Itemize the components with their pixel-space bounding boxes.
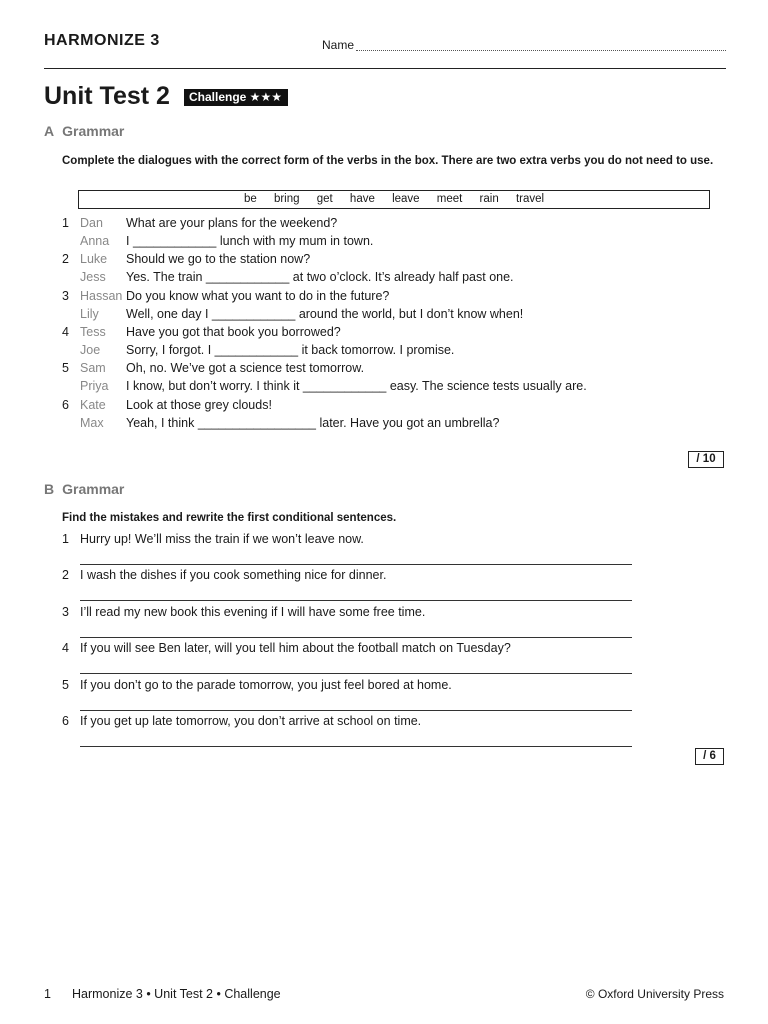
item-sentence: I’ll read my new book this evening if I will have some free time. xyxy=(80,605,426,619)
exercise-item xyxy=(0,566,768,584)
speaker-name: Jess xyxy=(80,270,106,284)
speaker-name: Hassan xyxy=(80,289,123,303)
footer-caption: Harmonize 3 • Unit Test 2 • Challenge xyxy=(72,987,281,1001)
answer-line[interactable] xyxy=(80,673,632,674)
header-rule xyxy=(44,68,726,69)
item-sentence: Hurry up! We’ll miss the train if we won’t leave now. xyxy=(80,532,364,546)
section-b-title: Grammar xyxy=(62,481,125,497)
page-number: 1 xyxy=(44,987,51,1001)
speaker-name: Kate xyxy=(80,398,106,412)
copyright: © Oxford University Press xyxy=(585,987,724,1001)
dialogue-line[interactable] xyxy=(0,305,768,323)
exercise-item xyxy=(0,712,768,730)
word-box-item: rain xyxy=(479,193,499,205)
word-box-item: get xyxy=(316,193,333,205)
section-a-score: / 10 xyxy=(688,451,724,468)
word-box-item: meet xyxy=(436,193,463,205)
item-number: 6 xyxy=(62,714,69,728)
section-b-score: / 6 xyxy=(695,748,724,765)
answer-line[interactable] xyxy=(80,746,632,747)
dialogue-line[interactable] xyxy=(0,341,768,359)
dialogue-text: Do you know what you want to do in the future? xyxy=(126,289,390,303)
speaker-name: Priya xyxy=(80,379,109,393)
speaker-name: Lily xyxy=(80,307,99,321)
dialogue-line xyxy=(0,250,768,268)
dialogue-line[interactable] xyxy=(0,232,768,250)
item-number: 4 xyxy=(62,641,69,655)
speaker-name: Anna xyxy=(80,234,110,248)
section-b-letter: B xyxy=(44,481,55,497)
speaker-name: Dan xyxy=(80,216,103,230)
item-sentence: If you will see Ben later, will you tell him about the football match on Tuesday? xyxy=(80,641,511,655)
dialogue-text: Should we go to the station now? xyxy=(126,252,311,266)
speaker-name: Sam xyxy=(80,361,106,375)
dialogue-text: Have you got that book you borrowed? xyxy=(126,325,341,339)
speaker-name: Tess xyxy=(80,325,106,339)
exercise-item xyxy=(0,639,768,657)
speaker-name: Luke xyxy=(80,252,108,266)
answer-line[interactable] xyxy=(80,600,632,601)
section-b-instruction: Find the mistakes and rewrite the first conditional sentences. xyxy=(62,512,397,524)
brand-logo: HARMONIZE 3 xyxy=(44,32,160,49)
item-number: 6 xyxy=(62,398,69,412)
exercise-item xyxy=(0,530,768,548)
answer-line[interactable] xyxy=(80,637,632,638)
dialogue-text: Oh, no. We’ve got a science test tomorrow. xyxy=(126,361,365,375)
challenge-badge: Challenge ★★★ xyxy=(184,89,288,106)
section-b-heading xyxy=(44,481,124,497)
dialogue-text: What are your plans for the weekend? xyxy=(126,216,338,230)
dialogue-text[interactable]: Sorry, I forgot. I ____________ it back tomorrow. I promise. xyxy=(126,343,455,357)
word-box-item: bring xyxy=(273,193,300,205)
exercise-item xyxy=(0,676,768,694)
page-title: Unit Test 2 xyxy=(44,82,170,110)
speaker-name: Max xyxy=(80,416,104,430)
word-box xyxy=(78,190,710,209)
item-sentence: If you don’t go to the parade tomorrow, you just feel bored at home. xyxy=(80,678,452,692)
word-box-item: have xyxy=(349,193,375,205)
dialogue-line[interactable] xyxy=(0,414,768,432)
dialogue-line xyxy=(0,359,768,377)
name-field[interactable] xyxy=(356,50,726,51)
item-number: 3 xyxy=(62,605,69,619)
item-sentence: I wash the dishes if you cook something nice for dinner. xyxy=(80,568,387,582)
dialogue-line xyxy=(0,396,768,414)
dialogue-line xyxy=(0,323,768,341)
word-box-item: be xyxy=(243,193,257,205)
answer-line[interactable] xyxy=(80,710,632,711)
dialogue-line xyxy=(0,287,768,305)
item-number: 5 xyxy=(62,678,69,692)
dialogue-line xyxy=(0,214,768,232)
word-box-item: travel xyxy=(515,193,545,205)
dialogue-text[interactable]: I know, but don’t worry. I think it ____________ easy. The science tests usually are. xyxy=(126,379,587,393)
word-box-item: leave xyxy=(392,193,420,205)
name-label: Name xyxy=(322,38,355,52)
dialogue-line[interactable] xyxy=(0,377,768,395)
section-a-title: Grammar xyxy=(62,123,125,139)
dialogue-text[interactable]: Yes. The train ____________ at two o’clock. It’s already half past one. xyxy=(126,270,514,284)
speaker-name: Joe xyxy=(80,343,101,357)
item-number: 3 xyxy=(62,289,69,303)
dialogue-text[interactable]: I ____________ lunch with my mum in town. xyxy=(126,234,374,248)
dialogue-text[interactable]: Well, one day I ____________ around the world, but I don’t know when! xyxy=(126,307,524,321)
item-number: 1 xyxy=(62,532,69,546)
item-number: 2 xyxy=(62,252,69,266)
dialogue-line[interactable] xyxy=(0,268,768,286)
section-a-heading xyxy=(44,123,124,139)
item-sentence: If you get up late tomorrow, you don’t arrive at school on time. xyxy=(80,714,422,728)
exercise-item xyxy=(0,603,768,621)
answer-line[interactable] xyxy=(80,564,632,565)
item-number: 4 xyxy=(62,325,69,339)
section-a-letter: A xyxy=(44,123,55,139)
item-number: 1 xyxy=(62,216,69,230)
item-number: 5 xyxy=(62,361,69,375)
item-number: 2 xyxy=(62,568,69,582)
section-a-instruction: Complete the dialogues with the correct form of the verbs in the box. There are two extra verbs you do not need to use. xyxy=(62,155,714,167)
dialogue-text[interactable]: Yeah, I think _________________ later. Have you got an umbrella? xyxy=(126,416,500,430)
dialogue-text: Look at those grey clouds! xyxy=(126,398,272,412)
